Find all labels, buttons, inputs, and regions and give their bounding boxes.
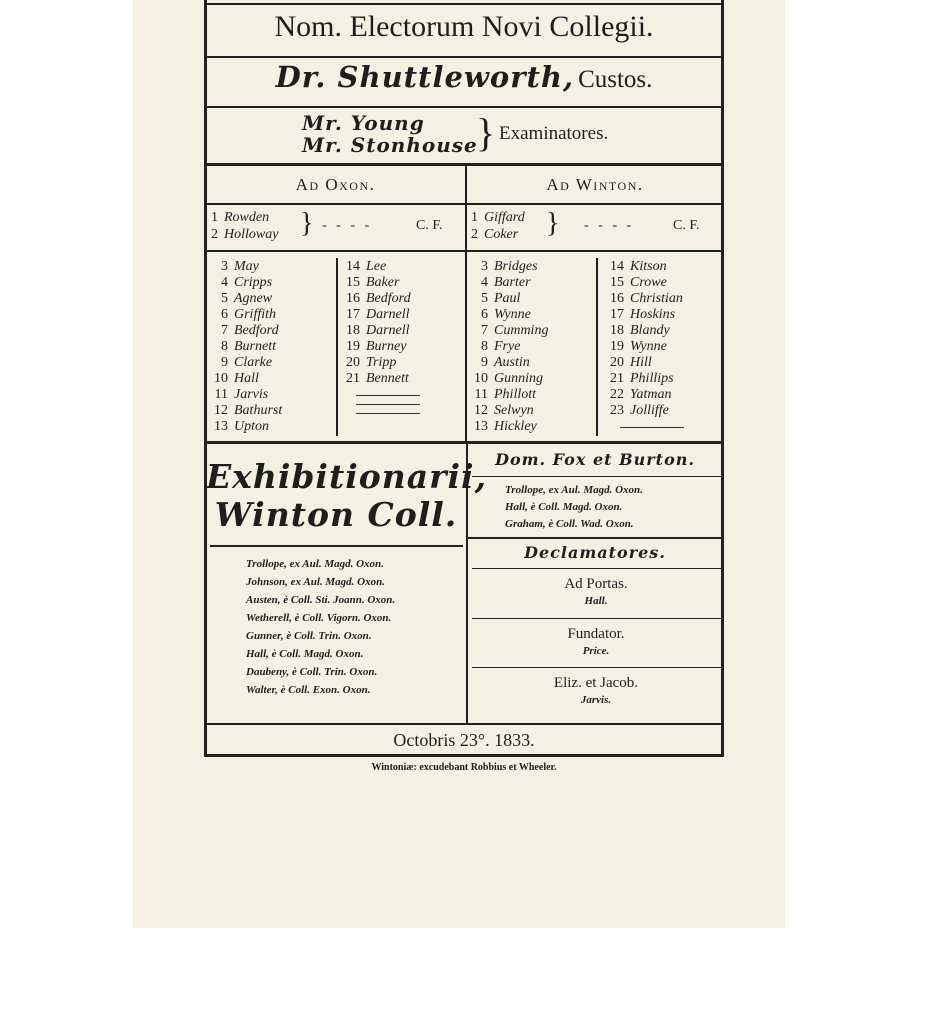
list-item xyxy=(604,275,684,291)
list-item-name: Griffith xyxy=(234,307,277,322)
list-item-number: 18 xyxy=(610,323,624,338)
custos-name: Dr. Shuttleworth, xyxy=(275,60,575,94)
cf-winton-brace: } xyxy=(546,208,560,239)
blank-line xyxy=(356,413,420,414)
list-item-name: Phillips xyxy=(630,371,674,386)
list-item xyxy=(604,371,684,387)
declamatores-rule-2 xyxy=(472,618,722,619)
list-item-name: Agnew xyxy=(234,291,273,306)
list-item xyxy=(468,339,548,355)
winton-right-list xyxy=(604,259,684,435)
rule-2 xyxy=(204,106,724,108)
list-item-number: 11 xyxy=(214,387,228,402)
oxon-left-list xyxy=(208,259,282,435)
rule-7 xyxy=(204,723,724,725)
cf-winton-label: C. F. xyxy=(673,218,700,233)
entry-line: Daubeny, è Coll. Trin. Oxon. xyxy=(246,666,378,678)
declamatores-top-rule xyxy=(468,537,724,539)
divider-winton xyxy=(596,258,598,436)
divider-main xyxy=(465,165,467,442)
list-item-number: 4 xyxy=(221,275,228,290)
list-item-number: 7 xyxy=(221,323,228,338)
cf-oxon-brace: } xyxy=(300,208,314,239)
list-item-number: 20 xyxy=(610,355,624,370)
exhibitionarii-heading-2: Winton Coll. xyxy=(214,495,458,534)
cf-winton-1: 1 Giffard xyxy=(471,210,525,225)
list-item xyxy=(468,387,548,403)
list-item-name: Cumming xyxy=(494,323,549,338)
list-item-name: Bathurst xyxy=(234,403,283,418)
exhibitionarii-heading xyxy=(206,457,488,534)
list-item-number: 23 xyxy=(610,403,624,418)
list-item-number: 15 xyxy=(610,275,624,290)
list-item xyxy=(208,259,282,275)
list-item-name: Clarke xyxy=(234,355,273,370)
fox-burton-rule xyxy=(472,476,722,477)
list-item-name: Baker xyxy=(366,275,400,290)
heading-ad-winton: Ad Winton. xyxy=(546,175,644,194)
list-item xyxy=(208,355,282,371)
list-item-name: Cripps xyxy=(234,275,273,290)
entry-line: Austen, è Coll. Sti. Joann. Oxon. xyxy=(246,594,396,606)
list-item xyxy=(340,291,420,307)
list-item xyxy=(604,403,684,419)
list-item-name: Wynne xyxy=(494,307,531,322)
list-item-name: Upton xyxy=(234,419,269,434)
blank-line xyxy=(356,395,420,396)
list-item-name: Barter xyxy=(494,275,531,290)
list-item-number: 5 xyxy=(221,291,228,306)
list-item xyxy=(208,323,282,339)
list-item-name: Darnell xyxy=(366,307,410,322)
exhibitionarii-heading-1: Exhibitionarii, xyxy=(206,457,488,496)
list-item-name: Hickley xyxy=(494,419,537,434)
cf-winton-2: 2 Coker xyxy=(471,227,519,242)
examiner-1: Mr. Young xyxy=(302,111,425,135)
list-item-name: Bedford xyxy=(366,291,411,306)
list-item-name: Kitson xyxy=(630,259,667,274)
rule-1 xyxy=(204,56,724,58)
list-item-name: Lee xyxy=(366,259,387,274)
date-line: Octobris 23°. 1833. xyxy=(393,730,535,750)
list-item-name: Jolliffe xyxy=(630,403,669,418)
list-item xyxy=(468,419,548,435)
list-item-name: Burney xyxy=(366,339,407,354)
list-item-number: 17 xyxy=(346,307,360,322)
list-item xyxy=(604,307,684,323)
examiners-role: Examinatores. xyxy=(499,123,609,144)
examiner-2: Mr. Stonhouse xyxy=(302,133,478,157)
list-item-number: 6 xyxy=(221,307,228,322)
list-item-name: Frye xyxy=(494,339,521,354)
list-item xyxy=(208,387,282,403)
cf-winton-dashes: - - - - xyxy=(584,218,635,233)
list-item xyxy=(468,259,548,275)
list-item xyxy=(340,275,420,291)
list-item-name: Bedford xyxy=(234,323,279,338)
list-item-name: Paul xyxy=(494,291,521,306)
list-item xyxy=(208,275,282,291)
declamatores-heading: Declamatores. xyxy=(524,543,666,562)
list-item-number: 18 xyxy=(346,323,360,338)
list-item-name: Bennett xyxy=(366,371,409,386)
entry-line: Wetherell, è Coll. Vigorn. Oxon. xyxy=(246,612,392,624)
list-item-number: 6 xyxy=(481,307,488,322)
list-item-number: 3 xyxy=(481,259,488,274)
list-item xyxy=(208,419,282,435)
divider-oxon xyxy=(336,258,338,436)
list-item-number: 22 xyxy=(610,387,624,402)
cf-oxon-2: 2 Holloway xyxy=(211,227,279,242)
list-item-number: 20 xyxy=(346,355,360,370)
list-item-number: 13 xyxy=(214,419,228,434)
heading-ad-oxon: Ad Oxon. xyxy=(295,175,376,194)
list-item-number: 15 xyxy=(346,275,360,290)
list-item xyxy=(468,307,548,323)
list-item-number: 14 xyxy=(346,259,360,274)
list-item-name: Blandy xyxy=(630,323,670,338)
list-item-name: Hall xyxy=(234,371,259,386)
list-item xyxy=(604,323,684,339)
custos-role: Custos. xyxy=(578,66,653,93)
fox-burton-list xyxy=(505,482,643,533)
rule-6 xyxy=(204,441,724,444)
entry-line: Hall, è Coll. Magd. Oxon. xyxy=(505,501,623,513)
rule-5 xyxy=(204,250,724,252)
list-item xyxy=(468,275,548,291)
entry-line: Hall, è Coll. Magd. Oxon. xyxy=(246,648,364,660)
rule-top xyxy=(204,3,724,5)
list-item-number: 12 xyxy=(214,403,228,418)
list-item xyxy=(208,307,282,323)
list-item-name: Crowe xyxy=(630,275,667,290)
list-item xyxy=(208,291,282,307)
list-item-number: 9 xyxy=(221,355,228,370)
list-item-name: Bridges xyxy=(494,259,538,274)
list-item-name: Jarvis xyxy=(234,387,269,402)
entry-line: Trollope, ex Aul. Magd. Oxon. xyxy=(505,484,643,496)
list-item-number: 10 xyxy=(214,371,228,386)
list-item xyxy=(340,371,420,387)
list-item xyxy=(468,323,548,339)
cf-oxon-1: 1 Rowden xyxy=(211,210,270,225)
list-item-number: 3 xyxy=(221,259,228,274)
list-item-name: Selwyn xyxy=(494,403,534,418)
entry-line: Johnson, ex Aul. Magd. Oxon. xyxy=(246,576,385,588)
list-item xyxy=(340,339,420,355)
fox-burton-heading: Dom. Fox et Burton. xyxy=(495,450,695,469)
list-item-name: Austin xyxy=(494,355,530,370)
exhibitionarii-list xyxy=(246,555,395,699)
list-item-number: 9 xyxy=(481,355,488,370)
list-item-number: 14 xyxy=(610,259,624,274)
list-item-number: 19 xyxy=(346,339,360,354)
winton-left-list xyxy=(468,259,548,435)
list-item-name: Phillott xyxy=(494,387,536,402)
list-item-number: 8 xyxy=(221,339,228,354)
page-title: Nom. Electorum Novi Collegii. xyxy=(274,10,654,43)
list-item-name: Wynne xyxy=(630,339,667,354)
list-item xyxy=(604,259,684,275)
list-item-name: May xyxy=(234,259,259,274)
list-item xyxy=(340,355,420,371)
list-item-number: 5 xyxy=(481,291,488,306)
list-item-number: 13 xyxy=(474,419,488,434)
list-item-name: Burnett xyxy=(234,339,276,354)
list-item-name: Hill xyxy=(630,355,652,370)
examiners-brace: } xyxy=(476,110,496,155)
exhibitionarii-rule xyxy=(210,545,463,547)
entry-line: Graham, è Coll. Wad. Oxon. xyxy=(505,518,634,530)
list-item xyxy=(604,339,684,355)
list-item-name: Tripp xyxy=(366,355,397,370)
list-item-number: 8 xyxy=(481,339,488,354)
list-item-number: 17 xyxy=(610,307,624,322)
blank-line xyxy=(356,404,420,405)
list-item xyxy=(468,355,548,371)
list-item xyxy=(208,403,282,419)
list-item xyxy=(340,307,420,323)
list-item xyxy=(208,371,282,387)
list-item-number: 10 xyxy=(474,371,488,386)
list-item-number: 7 xyxy=(481,323,488,338)
list-item-name: Darnell xyxy=(366,323,410,338)
blank-line xyxy=(620,427,684,428)
rule-3 xyxy=(204,163,724,166)
entry-line: Trollope, ex Aul. Magd. Oxon. xyxy=(246,558,384,570)
list-item xyxy=(604,387,684,403)
entry-line: Walter, è Coll. Exon. Oxon. xyxy=(246,684,371,696)
examiners xyxy=(302,112,478,156)
list-item-number: 12 xyxy=(474,403,488,418)
list-item xyxy=(468,291,548,307)
list-item-name: Christian xyxy=(630,291,683,306)
list-item xyxy=(604,355,684,371)
declamator-3: Eliz. et Jacob. Jarvis. xyxy=(553,675,639,706)
list-item-name: Yatman xyxy=(630,387,672,402)
list-item xyxy=(208,339,282,355)
list-item xyxy=(468,403,548,419)
list-item xyxy=(340,323,420,339)
declamator-2: Fundator. Price. xyxy=(567,626,625,657)
list-item-number: 16 xyxy=(346,291,360,306)
declamatores-rule-3 xyxy=(472,667,722,668)
list-item-number: 19 xyxy=(610,339,624,354)
custos-line xyxy=(204,60,724,94)
rule-4 xyxy=(204,203,724,205)
list-item xyxy=(468,371,548,387)
oxon-right-list xyxy=(340,259,420,421)
list-item-name: Hoskins xyxy=(630,307,676,322)
entry-line: Gunner, è Coll. Trin. Oxon. xyxy=(246,630,372,642)
printer-line: Wintoniæ: excudebant Robbius et Wheeler. xyxy=(371,762,557,773)
cf-oxon-label: C. F. xyxy=(416,218,443,233)
declamatores-rule-1 xyxy=(472,568,722,569)
list-item-number: 11 xyxy=(474,387,488,402)
list-item xyxy=(604,291,684,307)
list-item xyxy=(340,259,420,275)
declamator-1: Ad Portas. Hall. xyxy=(564,576,628,607)
list-item-number: 16 xyxy=(610,291,624,306)
list-item-number: 21 xyxy=(610,371,624,386)
list-item-number: 4 xyxy=(481,275,488,290)
cf-oxon-dashes: - - - - xyxy=(322,218,373,233)
list-item-number: 21 xyxy=(346,371,360,386)
list-item-name: Gunning xyxy=(494,371,543,386)
